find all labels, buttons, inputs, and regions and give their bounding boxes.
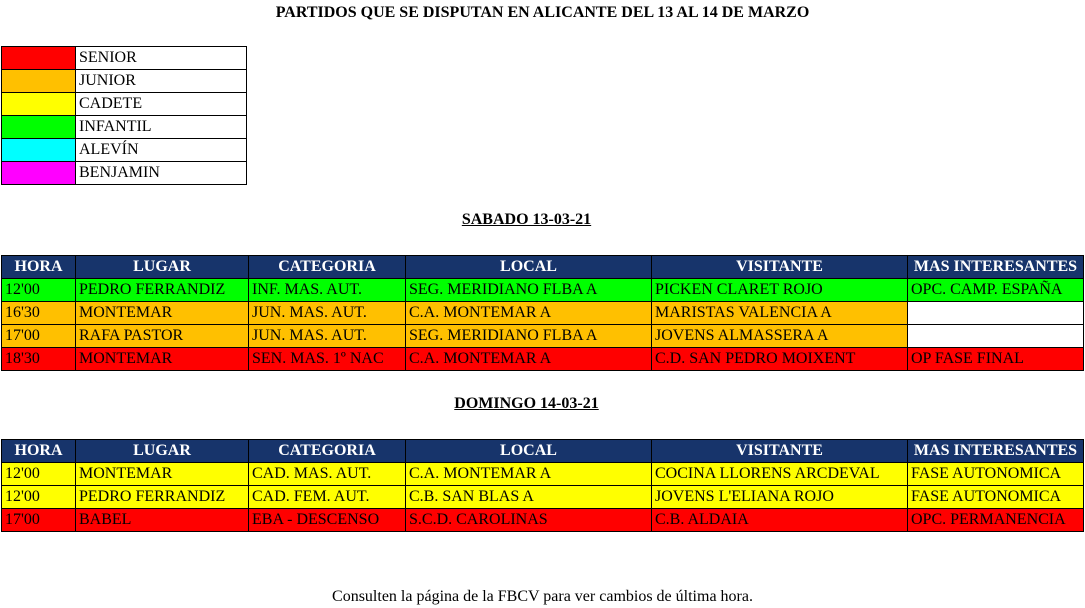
header-hora: HORA — [2, 440, 76, 463]
legend-row — [2, 47, 247, 70]
cell-mas-interesantes — [908, 325, 1084, 348]
cell-hora: 12'00 — [2, 279, 76, 302]
table-row — [2, 463, 1084, 486]
legend-swatch — [2, 70, 76, 93]
cell-mas-interesantes: OPC. PERMANENCIA — [908, 509, 1084, 532]
legend-label: SENIOR — [76, 47, 247, 70]
cell-local: S.C.D. CAROLINAS — [406, 509, 652, 532]
legend-row — [2, 116, 247, 139]
header-hora: HORA — [2, 256, 76, 279]
legend-row — [2, 139, 247, 162]
cell-visitante: COCINA LLORENS ARCDEVAL — [652, 463, 908, 486]
legend-swatch — [2, 162, 76, 185]
cell-mas-interesantes: FASE AUTONOMICA — [908, 463, 1084, 486]
cell-hora: 18'30 — [2, 348, 76, 371]
cell-categoria: CAD. FEM. AUT. — [249, 486, 406, 509]
cell-visitante: C.B. ALDAIA — [652, 509, 908, 532]
cell-visitante: JOVENS ALMASSERA A — [652, 325, 908, 348]
cell-hora: 17'00 — [2, 325, 76, 348]
cell-mas-interesantes — [908, 302, 1084, 325]
legend-swatch — [2, 139, 76, 162]
header-visitante: VISITANTE — [652, 256, 908, 279]
header-mas-interesantes: MAS INTERESANTES — [908, 440, 1084, 463]
cell-categoria: JUN. MAS. AUT. — [249, 325, 406, 348]
cell-local: C.A. MONTEMAR A — [406, 463, 652, 486]
cell-categoria: CAD. MAS. AUT. — [249, 463, 406, 486]
footer-note: Consulten la página de la FBCV para ver cambios de última hora. — [332, 588, 753, 605]
cell-local: SEG. MERIDIANO FLBA A — [406, 325, 652, 348]
header-visitante: VISITANTE — [652, 440, 908, 463]
legend-row — [2, 70, 247, 93]
header-lugar: LUGAR — [76, 256, 249, 279]
header-lugar: LUGAR — [76, 440, 249, 463]
cell-hora: 16'30 — [2, 302, 76, 325]
legend-swatch — [2, 93, 76, 116]
header-local: LOCAL — [406, 440, 652, 463]
cell-categoria: SEN. MAS. 1º NAC — [249, 348, 406, 371]
cell-lugar: MONTEMAR — [76, 463, 249, 486]
saturday-table — [1, 255, 1084, 371]
saturday-title: SABADO 13-03-21 — [461, 211, 592, 228]
cell-categoria: INF. MAS. AUT. — [249, 279, 406, 302]
category-legend — [1, 46, 247, 185]
table-row — [2, 279, 1084, 302]
cell-hora: 12'00 — [2, 486, 76, 509]
header-mas-interesantes: MAS INTERESANTES — [908, 256, 1084, 279]
legend-label: CADETE — [76, 93, 247, 116]
page-title: PARTIDOS QUE SE DISPUTAN EN ALICANTE DEL 13 AL 14 DE MARZO — [275, 4, 810, 21]
cell-lugar: RAFA PASTOR — [76, 325, 249, 348]
table-row — [2, 325, 1084, 348]
cell-local: C.A. MONTEMAR A — [406, 302, 652, 325]
header-categoria: CATEGORIA — [249, 440, 406, 463]
table-row — [2, 486, 1084, 509]
cell-lugar: MONTEMAR — [76, 348, 249, 371]
table-row — [2, 509, 1084, 532]
cell-categoria: JUN. MAS. AUT. — [249, 302, 406, 325]
table-row — [2, 302, 1084, 325]
sunday-table — [1, 439, 1084, 532]
legend-label: JUNIOR — [76, 70, 247, 93]
cell-hora: 12'00 — [2, 463, 76, 486]
cell-visitante: MARISTAS VALENCIA A — [652, 302, 908, 325]
legend-row — [2, 162, 247, 185]
cell-lugar: BABEL — [76, 509, 249, 532]
cell-lugar: PEDRO FERRANDIZ — [76, 279, 249, 302]
cell-hora: 17'00 — [2, 509, 76, 532]
legend-label: ALEVÍN — [76, 139, 247, 162]
cell-lugar: PEDRO FERRANDIZ — [76, 486, 249, 509]
cell-local: C.A. MONTEMAR A — [406, 348, 652, 371]
header-local: LOCAL — [406, 256, 652, 279]
cell-categoria: EBA - DESCENSO — [249, 509, 406, 532]
legend-row — [2, 93, 247, 116]
legend-swatch — [2, 116, 76, 139]
cell-visitante: PICKEN CLARET ROJO — [652, 279, 908, 302]
table-row — [2, 348, 1084, 371]
legend-swatch — [2, 47, 76, 70]
sunday-title: DOMINGO 14-03-21 — [454, 395, 599, 412]
table-header-row — [2, 256, 1084, 279]
cell-local: SEG. MERIDIANO FLBA A — [406, 279, 652, 302]
legend-label: BENJAMIN — [76, 162, 247, 185]
cell-visitante: C.D. SAN PEDRO MOIXENT — [652, 348, 908, 371]
cell-mas-interesantes: OPC. CAMP. ESPAÑA — [908, 279, 1084, 302]
cell-lugar: MONTEMAR — [76, 302, 249, 325]
legend-label: INFANTIL — [76, 116, 247, 139]
cell-mas-interesantes: FASE AUTONOMICA — [908, 486, 1084, 509]
table-header-row — [2, 440, 1084, 463]
cell-local: C.B. SAN BLAS A — [406, 486, 652, 509]
cell-visitante: JOVENS L'ELIANA ROJO — [652, 486, 908, 509]
cell-mas-interesantes: OP FASE FINAL — [908, 348, 1084, 371]
header-categoria: CATEGORIA — [249, 256, 406, 279]
